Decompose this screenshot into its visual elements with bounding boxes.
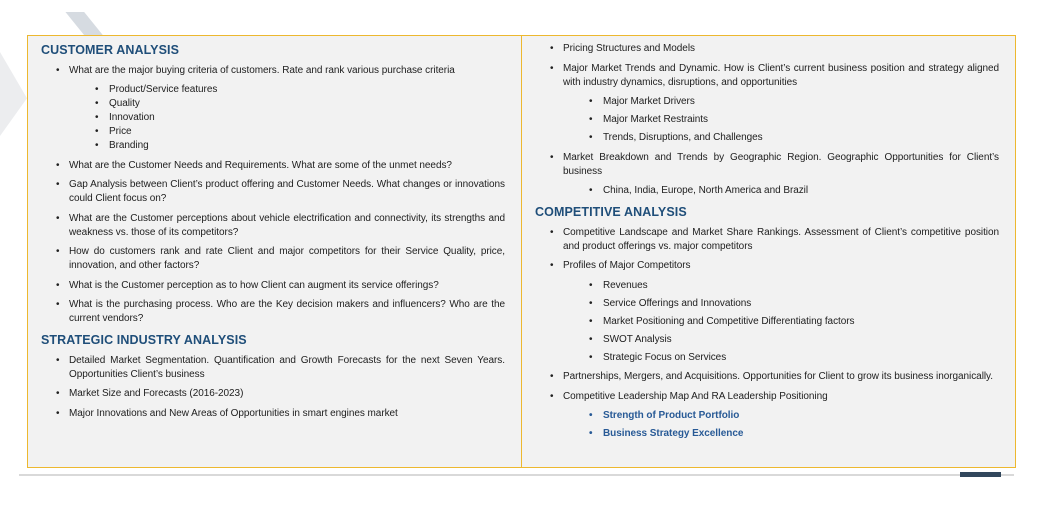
section-heading-customer-analysis: CUSTOMER ANALYSIS — [41, 43, 180, 57]
footer-accent-bar — [960, 472, 1001, 477]
bullet-item: • Partnerships, Mergers, and Acquisitions. Opportunities for Client to grow its business inorganically. — [535, 370, 999, 384]
content-panel — [27, 35, 1016, 468]
bullet-item: • What are the major buying criteria of customers. Rate and rank various purchase criteria — [41, 64, 505, 78]
bullet-item: • How do customers rank and rate Client and major competitors for their Service Quality, price, innovation, and other factors? — [41, 245, 505, 273]
sub-bullet-item: • Quality — [41, 97, 505, 111]
bullet-item: • What are the Customer perceptions about vehicle electrification and connectivity, its strengths and weakness vs. those of its competitors? — [41, 212, 505, 240]
bullet-item: • Market Size and Forecasts (2016-2023) — [41, 387, 505, 401]
bullet-item: • Profiles of Major Competitors — [535, 259, 999, 273]
decor-chevron-left-icon — [0, 52, 27, 136]
bullet-item: • What is the purchasing process. Who are the Key decision makers and influencers? Who are the current vendors? — [41, 298, 505, 326]
sub-bullet-item: • Strategic Focus on Services — [535, 351, 999, 365]
sub-bullet-item: • Branding — [41, 139, 505, 153]
bullet-item: • Competitive Landscape and Market Share Rankings. Assessment of Client’s competitive position and product offerings vs. major competitors — [535, 226, 999, 254]
sub-bullet-item: • Service Offerings and Innovations — [535, 297, 999, 311]
bullet-item: • Detailed Market Segmentation. Quantification and Growth Forecasts for the next Seven Years. Opportunities Client’s business — [41, 354, 505, 382]
footer-divider-line — [19, 474, 1014, 476]
sub-bullet-item: • Trends, Disruptions, and Challenges — [535, 131, 999, 145]
sub-bullet-item: • Major Market Restraints — [535, 113, 999, 127]
sub-bullet-item: • Major Market Drivers — [535, 95, 999, 109]
sub-bullet-item: • Revenues — [535, 279, 999, 293]
sub-bullet-item-highlight: • Strength of Product Portfolio — [535, 409, 999, 423]
section-heading-competitive-analysis: COMPETITIVE ANALYSIS — [535, 205, 687, 219]
bullet-item: • Competitive Leadership Map And RA Leadership Positioning — [535, 390, 999, 404]
right-column — [522, 36, 1015, 467]
sub-bullet-item: • Product/Service features — [41, 83, 505, 97]
sub-bullet-item: • SWOT Analysis — [535, 333, 999, 347]
sub-bullet-item: • China, India, Europe, North America and Brazil — [535, 184, 999, 198]
sub-bullet-item: • Market Positioning and Competitive Differentiating factors — [535, 315, 999, 329]
sub-bullet-item: • Price — [41, 125, 505, 139]
left-column — [28, 36, 522, 467]
bullet-item: • Gap Analysis between Client’s product offering and Customer Needs. What changes or innovations could Client focus on? — [41, 178, 505, 206]
sub-bullet-item-highlight: • Business Strategy Excellence — [535, 427, 999, 441]
bullet-item: • Major Innovations and New Areas of Opportunities in smart engines market — [41, 407, 505, 421]
bullet-item: • What are the Customer Needs and Requirements. What are some of the unmet needs? — [41, 159, 505, 173]
bullet-item: • What is the Customer perception as to how Client can augment its service offerings? — [41, 279, 505, 293]
section-heading-strategic-industry-analysis: STRATEGIC INDUSTRY ANALYSIS — [41, 333, 247, 347]
sub-bullet-item: • Innovation — [41, 111, 505, 125]
bullet-item: • Major Market Trends and Dynamic. How is Client’s current business position and strategy aligned with industry dynamics, disruptions, and opportunities — [535, 62, 999, 90]
bullet-item: • Market Breakdown and Trends by Geographic Region. Geographic Opportunities for Client’s business — [535, 151, 999, 179]
bullet-item: • Pricing Structures and Models — [535, 42, 999, 56]
